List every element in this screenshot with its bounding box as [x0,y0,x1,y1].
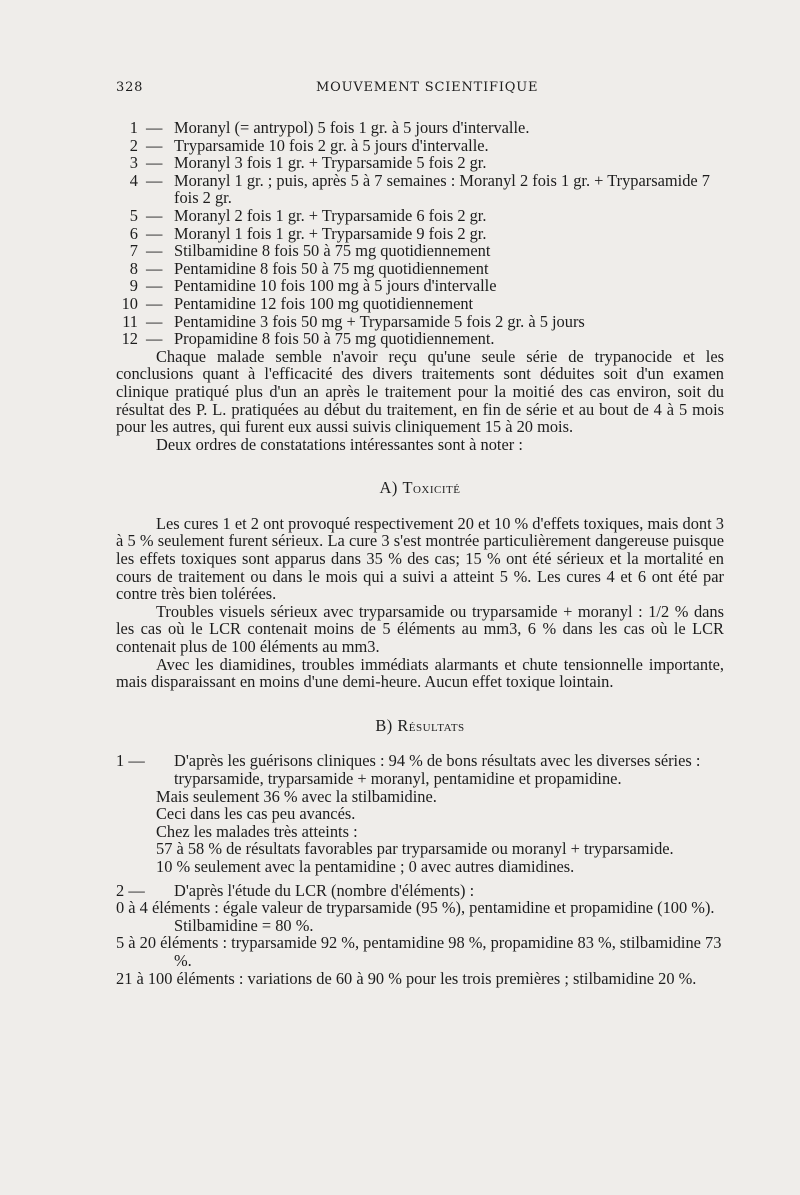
treatment-number: 8 [129,258,138,278]
treatment-item [116,313,724,331]
dash: — [146,329,163,349]
result-item-2 [116,882,724,900]
result-chez: Chez les malades très atteints : [156,821,358,841]
treatment-text: Pentamidine 10 fois 100 mg à 5 jours d'intervalle [174,276,497,296]
page-body [116,119,724,987]
running-title: MOUVEMENT SCIENTIFIQUE [316,80,539,95]
dash: — [128,751,145,771]
treatment-item [116,119,724,137]
treatment-number: 7 [129,241,138,261]
treatment-number: 10 [121,293,138,313]
treatment-number: 4 [129,170,138,190]
treatment-item [116,330,724,348]
treatment-text: Moranyl 1 gr. ; puis, après 5 à 7 semaines : Moranyl 2 fois 1 gr. + Tryparsamide 7 fois 2 gr. [174,170,710,208]
dash: — [146,241,163,261]
treatment-item [116,207,724,225]
treatment-text: Tryparsamide 10 fois 2 gr. à 5 jours d'intervalle. [174,135,489,155]
result-ceci: Ceci dans les cas peu avancés. [156,804,356,824]
result-lcr-21-100: 21 à 100 éléments : variations de 60 à 90 % pour les trois premières ; stilbamidine 20 %. [116,968,697,988]
treatment-text: Pentamidine 8 fois 50 à 75 mg quotidiennement [174,258,489,278]
result-lcr-0-4: 0 à 4 éléments : égale valeur de tryparsamide (95 %), pentamidine et propamidine (100 %). Stilbamidine = 80 %. [116,898,715,935]
treatment-item [116,260,724,278]
section-title: Toxicité [402,478,461,498]
dash: — [146,153,163,173]
result-57: 57 à 58 % de résultats favorables par tryparsamide ou moranyl + tryparsamide. [156,839,674,859]
treatment-number: 11 [122,311,138,331]
toxicite-p1: Les cures 1 et 2 ont provoqué respectivement 20 et 10 % d'effets toxiques, mais dont 3 à 5 % seulement furent sérieux. La cure 3 s'est montrée particulièrement dangereuse puisque les effets toxiques sont apparus dans 35 % des cas; 15 % ont été sérieux et la mortalité en cours de traitement ou dans le mois qui a suivi a atteint 5 %. Les cures 4 et 6 ont été par contre très bien tolérées. [116,513,724,604]
treatment-text: Stilbamidine 8 fois 50 à 75 mg quotidiennement [174,241,491,261]
section-title: Résultats [397,715,465,735]
treatment-list [116,119,724,348]
treatment-number: 5 [129,205,138,225]
treatment-text: Moranyl (= antrypol) 5 fois 1 gr. à 5 jours d'intervalle. [174,118,530,137]
treatment-text: Pentamidine 3 fois 50 mg + Tryparsamide 5 fois 2 gr. à 5 jours [174,311,585,331]
result-lcr-5-20: 5 à 20 éléments : tryparsamide 92 %, pentamidine 98 %, propamidine 83 %, stilbamidine 73 %. [116,933,722,970]
result-number: 2 [116,880,125,900]
treatment-number: 3 [129,153,138,173]
treatment-number: 12 [121,329,138,349]
dash: — [146,293,163,313]
page-number: 328 [116,80,144,95]
treatment-item [116,172,724,207]
paragraph-chaque: Chaque malade semble n'avoir reçu qu'une seule série de trypanocide et les conclusions quant à l'efficacité des divers traitements sont déduites soit d'un examen clinique pratiqué plus d'un an après le traitement pour la moitié des cas environ, soit du résultat des P. L. pratiquées au début du traitement, en fin de série et au bout de 4 à 5 mois pour les autres, qui furent eux aussi suivis cliniquement 15 à 20 mois. [116,346,724,437]
treatment-item [116,242,724,260]
result-text: D'après l'étude du LCR (nombre d'éléments) : [174,880,475,900]
section-heading-toxicite [116,479,724,497]
result-item-1 [116,752,724,787]
dash: — [128,880,145,900]
treatment-number: 9 [129,276,138,296]
treatment-item [116,225,724,243]
page-header [116,80,712,100]
dash: — [146,118,163,137]
treatment-item [116,277,724,295]
treatment-number: 2 [129,135,138,155]
result-10: 10 % seulement avec la pentamidine ; 0 avec autres diamidines. [156,856,575,876]
treatment-text: Propamidine 8 fois 50 à 75 mg quotidiennement. [174,329,495,349]
treatment-text: Pentamidine 12 fois 100 mg quotidiennement [174,293,474,313]
section-heading-resultats [116,717,724,735]
dash: — [146,258,163,278]
paragraph-deux: Deux ordres de constatations intéressantes sont à noter : [156,434,523,454]
dash: — [146,311,163,331]
result-number: 1 [116,751,125,771]
treatment-item [116,295,724,313]
dash: — [146,276,163,296]
treatment-item [116,137,724,155]
treatment-text: Moranyl 1 fois 1 gr. + Tryparsamide 9 fois 2 gr. [174,223,487,243]
dash: — [146,205,163,225]
result-mais: Mais seulement 36 % avec la stilbamidine. [156,786,437,806]
treatment-number: 1 [129,118,138,137]
treatment-text: Moranyl 2 fois 1 gr. + Tryparsamide 6 fois 2 gr. [174,205,487,225]
dash: — [146,223,163,243]
treatment-text: Moranyl 3 fois 1 gr. + Tryparsamide 5 fois 2 gr. [174,153,487,173]
toxicite-p3: Avec les diamidines, troubles immédiats alarmants et chute tensionnelle importante, mais disparaissant en moins d'une demi-heure. Aucun effet toxique lointain. [116,654,724,692]
treatment-item [116,154,724,172]
toxicite-p2: Troubles visuels sérieux avec tryparsamide ou tryparsamide + moranyl : 1/2 % dans les cas où le LCR contenait moins de 5 éléments au mm3, 6 % dans les cas où le LCR contenait plus de 100 éléments au mm3. [116,601,724,657]
treatment-number: 6 [129,223,138,243]
dash: — [146,135,163,155]
section-letter: A) [379,478,398,498]
section-letter: B) [375,715,393,735]
result-text: D'après les guérisons cliniques : 94 % de bons résultats avec les diverses séries : tryparsamide, tryparsamide + moranyl, pentamidine et propamidine. [174,751,701,788]
dash: — [146,170,163,190]
